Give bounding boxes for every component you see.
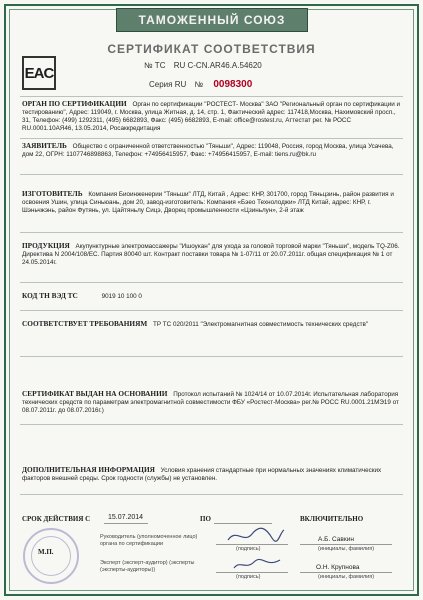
manufacturer-text: Компания Биоинженерии "Тяньши" ЛТД, Китай , Адрес: КНР, 301700, город Тяньцзинь, район развития и освоения Ушин, улица Синьюань, дом 20, завод-изготовитель: Компания «Бэео Технолоджи» ЛТД Китай, адрес: КНР, г. Шэньчжэнь, район Футянь, ул. Цайтяньлу Сицэ, Дворец промышленности «Цзиньлун», 2-й этаж [22, 191, 394, 214]
stamp-icon [23, 528, 79, 584]
head-signature-icon [226, 526, 286, 544]
divider [20, 138, 403, 139]
code-text: 9019 10 100 0 [101, 293, 142, 300]
head-signature-caption: (подпись) [236, 546, 261, 552]
expert-name-caption: (инициалы, фамилия) [318, 574, 375, 580]
extra-info-text: Условия хранения стандартные при нормальных значениях климатических факторов внешней среды. Срок годности (службы) не установлен. [22, 467, 382, 482]
divider [20, 232, 403, 233]
basis-text: Протокол испытаний № 1024/14 от 10.07.2014г. Испытательная лаборатория технических средств по параметрам электромагнитной совместимости ФБУ «Ростест-Москва» рег.№ РОСС RU.0001.21МЭ19 от 08.07.2011г. до 08.07.2016г.) [22, 391, 399, 414]
divider [20, 310, 403, 311]
certificate-number-line [144, 61, 262, 70]
divider [20, 282, 403, 283]
manufacturer-section [22, 190, 401, 215]
to-label: ПО [200, 515, 211, 523]
series-number-sign: № [194, 80, 204, 89]
head-name-line [300, 544, 392, 545]
divider [20, 494, 403, 495]
expert-name-line [300, 572, 392, 573]
head-name: А.Б. Савкин [318, 536, 354, 543]
customs-union-banner: ТАМОЖЕННЫЙ СОЮЗ [116, 8, 308, 32]
number-prefix: № ТС [144, 61, 166, 70]
manufacturer-label: ИЗГОТОВИТЕЛЬ [22, 189, 83, 198]
requirements-section [22, 320, 401, 329]
expert-signature-line [216, 572, 288, 573]
organ-section [22, 100, 401, 133]
basis-label: СЕРТИФИКАТ ВЫДАН НА ОСНОВАНИИ [22, 389, 168, 398]
term-label: СРОК ДЕЙСТВИЯ С [22, 515, 91, 523]
date-to-line [214, 523, 272, 524]
series-line [149, 79, 252, 90]
included-label: ВКЛЮЧИТЕЛЬНО [300, 515, 364, 523]
certificate-number: RU C-CN.AR46.A.54620 [173, 61, 262, 70]
expert-signature-caption: (подпись) [236, 574, 261, 580]
divider [20, 424, 403, 425]
product-section [22, 242, 401, 267]
code-label: КОД ТН ВЭД ТС [22, 291, 78, 300]
applicant-label: ЗАЯВИТЕЛЬ [22, 141, 67, 150]
date-from-line [104, 523, 148, 524]
expert-name: О.Н. Крупнова [316, 564, 360, 571]
applicant-section [22, 142, 401, 159]
divider [20, 356, 403, 357]
head-name-caption: (инициалы, фамилия) [318, 546, 375, 552]
extra-info-label: ДОПОЛНИТЕЛЬНАЯ ИНФОРМАЦИЯ [22, 465, 155, 474]
organ-text: Орган по сертификации "РОСТЕСТ- Москва" ЗАО "Региональный орган по сертификации и тестированию", Адрес: 119049, г. Москва, улица Житная, д. 14, стр. 1, Фактический адрес: 117418,Москва, Нахимовский просп., 31, Телефон: (499) 1292311, (495) 6682893, Факс: (495) 6682893, E-mail: office@rostest.ru, Аттестат рег. № РОСС RU.0001.10АЯ46, 13.05.2014, Росаккредитация [22, 101, 401, 132]
stamp-place-label: М.П. [38, 548, 54, 556]
eac-mark-icon: EAC [22, 56, 56, 90]
extra-info-section [22, 466, 401, 483]
expert-signature-icon [232, 556, 282, 572]
organ-label: ОРГАН ПО СЕРТИФИКАЦИИ [22, 99, 127, 108]
code-section [22, 292, 401, 301]
series-label: Серия RU [149, 80, 187, 89]
certificate-title: СЕРТИФИКАТ СООТВЕТСТВИЯ [107, 42, 316, 56]
head-signature-line [216, 544, 288, 545]
applicant-text: Общество с ограниченной ответственностью "Тяньши", Адрес: 119048, Россия, город Москва, улица Усачева, дом 22, ОГРН: 1107746898863, Телефон: +74956415957, Факс: +74956415957, E-mail: tiens.ru@bk.ru [22, 143, 394, 158]
head-role-label: Руководитель (уполномоченное лицо) органа по сертификации [100, 534, 198, 547]
requirements-text: ТР ТС 020/2011 "Электромагнитная совместимость технических средств" [153, 321, 369, 328]
divider [20, 96, 403, 97]
basis-section [22, 390, 401, 415]
requirements-label: СООТВЕТСТВУЕТ ТРЕБОВАНИЯМ [22, 319, 148, 328]
product-label: ПРОДУКЦИЯ [22, 241, 70, 250]
expert-role-label: Эксперт (эксперт-аудитор) (эксперты (эксперты-аудиторы)) [100, 560, 195, 573]
serial-number: 0098300 [213, 79, 253, 90]
divider [20, 174, 403, 175]
product-text: Акупунктурные электромассажеры "Ишоукан" для ухода за головой торговой марки "Тяньши", модель TQ-Z06. Директива N 2004/108/ЕС. Партия 80040 шт. Контракт поставки товара № 1-07/11 от 20.07.2011г. общая спецификация № 1 от 24.05.2014г. [22, 243, 400, 266]
date-from: 15.07.2014 [108, 514, 144, 521]
